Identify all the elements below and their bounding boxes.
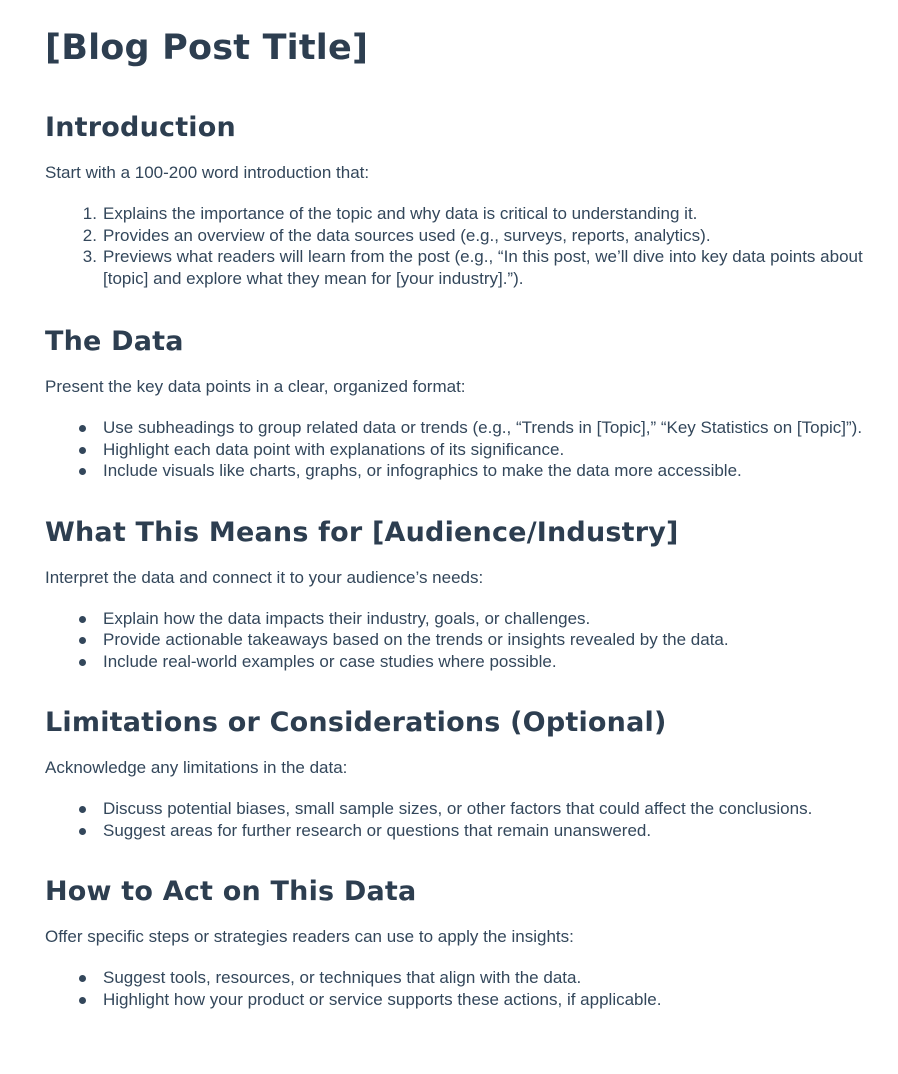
section-lead: Offer specific steps or strategies readers can use to apply the insights: (45, 927, 574, 946)
bullet-list (45, 798, 868, 841)
section-how-to-act (45, 875, 868, 1010)
list-item: Provide actionable takeaways based on the trends or insights revealed by the data. (103, 629, 868, 651)
list-item: Include real-world examples or case studies where possible. (103, 651, 868, 673)
section-the-data (45, 325, 868, 482)
section-heading: What This Means for [Audience/Industry] (45, 516, 679, 548)
list-item: Suggest areas for further research or questions that remain unanswered. (103, 820, 868, 842)
bullet-list (45, 608, 868, 673)
list-item: Use subheadings to group related data or trends (e.g., “Trends in [Topic],” “Key Statistics on [Topic]”). (103, 417, 868, 439)
section-introduction (45, 111, 868, 289)
list-item: Discuss potential biases, small sample sizes, or other factors that could affect the conclusions. (103, 798, 868, 820)
section-what-this-means (45, 516, 868, 673)
section-heading: How to Act on This Data (45, 876, 417, 907)
list-item: Suggest tools, resources, or techniques that align with the data. (103, 967, 868, 989)
numbered-list (45, 203, 868, 289)
list-item: Explains the importance of the topic and why data is critical to understanding it. (103, 204, 698, 223)
list-item: Previews what readers will learn from the post (e.g., “In this post, we’ll dive into key data points about [topic] and explore what they mean for [your industry].”). (103, 247, 863, 288)
bullet-list (45, 967, 868, 1010)
section-lead: Start with a 100-200 word introduction that: (45, 163, 370, 182)
section-lead: Acknowledge any limitations in the data: (45, 758, 348, 777)
section-heading: Introduction (45, 112, 236, 143)
bullet-list (45, 417, 868, 482)
list-item: Include visuals like charts, graphs, or infographics to make the data more accessible. (103, 460, 868, 482)
page-title: [Blog Post Title] (45, 28, 369, 68)
list-item: Highlight each data point with explanations of its significance. (103, 439, 868, 461)
list-item: Provides an overview of the data sources used (e.g., surveys, reports, analytics). (103, 225, 711, 245)
section-heading: Limitations or Considerations (Optional) (45, 707, 667, 738)
section-heading: The Data (45, 326, 184, 357)
section-lead: Interpret the data and connect it to your audience’s needs: (45, 567, 484, 587)
section-lead: Present the key data points in a clear, organized format: (45, 377, 466, 396)
section-limitations (45, 706, 868, 841)
list-item: Highlight how your product or service supports these actions, if applicable. (103, 989, 868, 1011)
list-item: Explain how the data impacts their industry, goals, or challenges. (103, 608, 868, 630)
